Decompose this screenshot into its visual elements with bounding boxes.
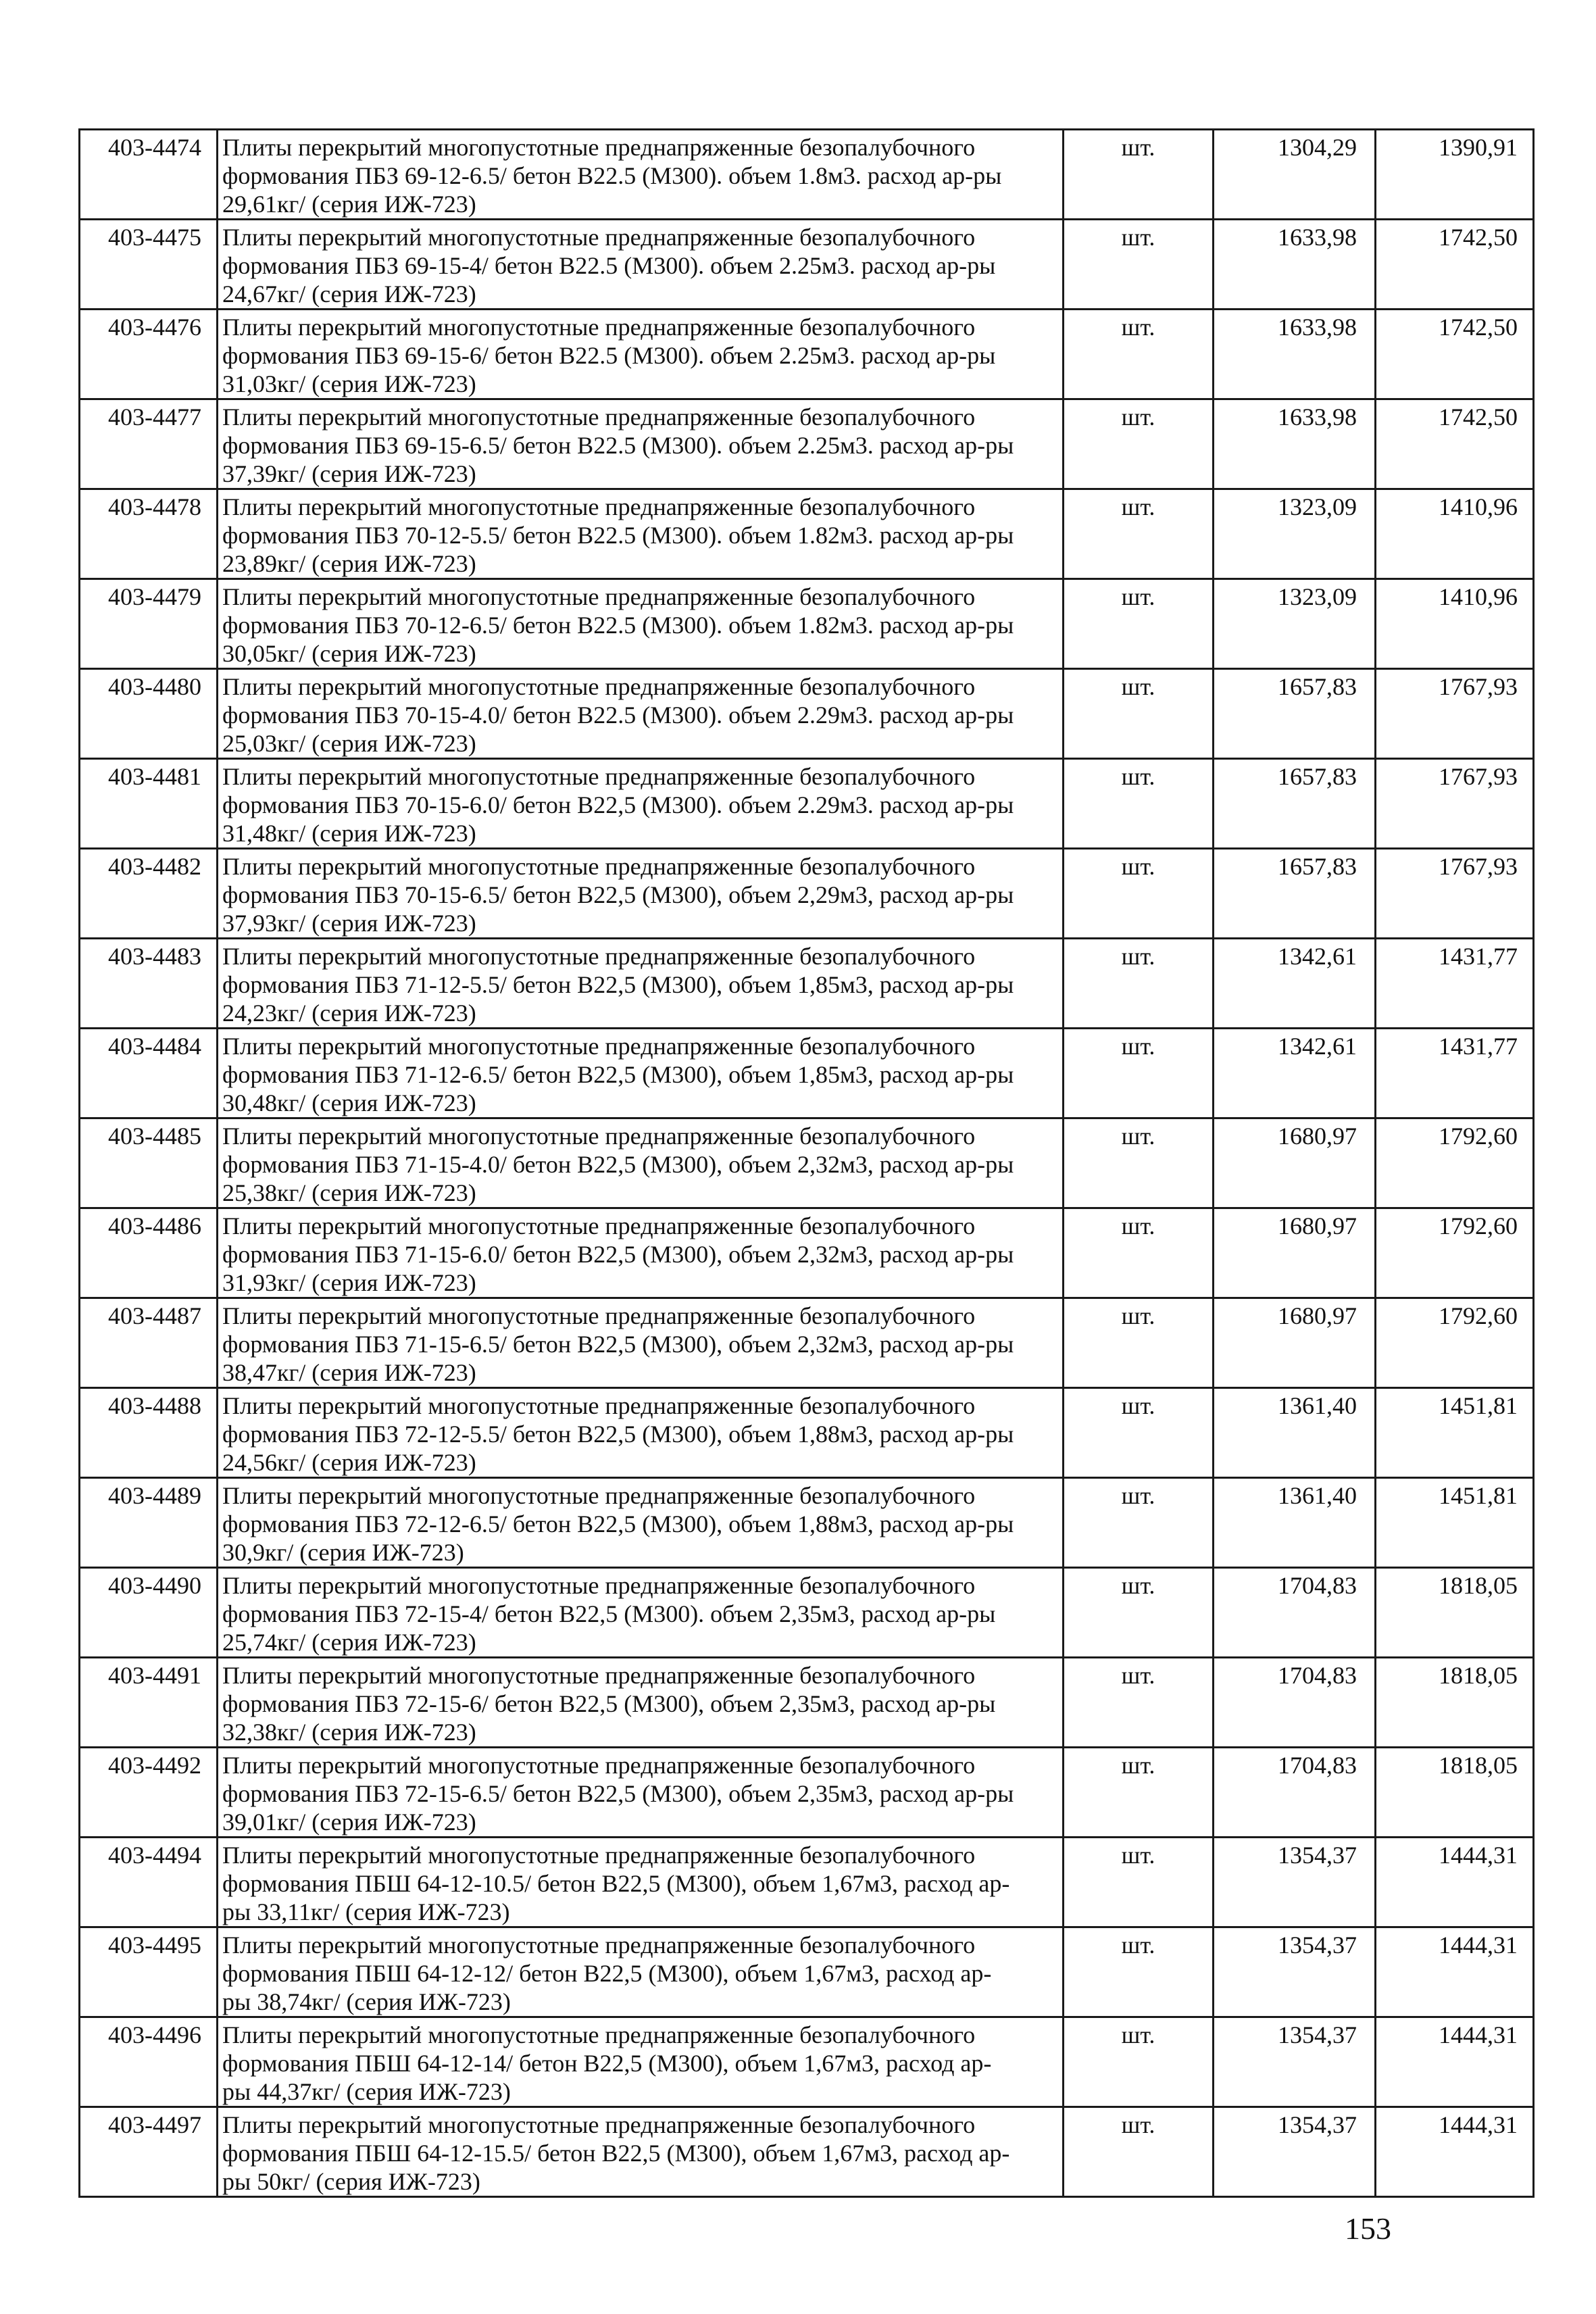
item-unit: шт.	[1064, 310, 1214, 399]
description-line: формования ПБЗ 69-15-6/ бетон В22.5 (М300). объем 2.25м3. расход ар-ры	[222, 342, 996, 369]
description-line: Плиты перекрытий многопустотные преднапряженные безопалубочного	[222, 583, 976, 610]
table-row	[80, 1658, 1534, 1748]
item-unit: шт.	[1064, 2107, 1214, 2197]
item-description	[218, 759, 1064, 849]
description-line: Плиты перекрытий многопустотные преднапряженные безопалубочного	[222, 2021, 976, 2048]
item-price-1: 1633,98	[1214, 310, 1376, 399]
table-row	[80, 849, 1534, 939]
item-price-2: 1444,31	[1376, 2107, 1534, 2197]
item-unit: шт.	[1064, 1118, 1214, 1208]
item-price-1: 1657,83	[1214, 669, 1376, 759]
table-row	[80, 1029, 1534, 1118]
description-line: Плиты перекрытий многопустотные преднапряженные безопалубочного	[222, 224, 976, 251]
table-row	[80, 1748, 1534, 1838]
item-price-1: 1354,37	[1214, 2017, 1376, 2107]
description-line: 29,61кг/ (серия ИЖ-723)	[222, 191, 476, 218]
item-price-1: 1354,37	[1214, 2107, 1376, 2197]
item-price-1: 1680,97	[1214, 1298, 1376, 1388]
item-price-1: 1633,98	[1214, 399, 1376, 489]
description-line: 37,39кг/ (серия ИЖ-723)	[222, 460, 476, 487]
description-line: формования ПБЗ 71-15-6.5/ бетон В22,5 (М300), объем 2,32м3, расход ар-ры	[222, 1331, 1014, 1358]
description-line: 25,03кг/ (серия ИЖ-723)	[222, 730, 476, 757]
item-price-1: 1657,83	[1214, 849, 1376, 939]
description-line: ры 44,37кг/ (серия ИЖ-723)	[222, 2078, 511, 2105]
description-line: Плиты перекрытий многопустотные преднапряженные безопалубочного	[222, 1212, 976, 1239]
description-line: формования ПБЗ 72-15-6/ бетон В22,5 (М300), объем 2,35м3, расход ар-ры	[222, 1690, 996, 1717]
description-line: формования ПБЗ 72-12-5.5/ бетон В22,5 (М300), объем 1,88м3, расход ар-ры	[222, 1421, 1014, 1448]
item-code: 403-4494	[80, 1838, 218, 1927]
description-line: Плиты перекрытий многопустотные преднапряженные безопалубочного	[222, 2111, 976, 2138]
description-line: 25,74кг/ (серия ИЖ-723)	[222, 1629, 476, 1656]
table-row	[80, 2017, 1534, 2107]
item-price-1: 1342,61	[1214, 939, 1376, 1029]
description-line: 39,01кг/ (серия ИЖ-723)	[222, 1808, 476, 1836]
description-line: 23,89кг/ (серия ИЖ-723)	[222, 550, 476, 577]
description-line: Плиты перекрытий многопустотные преднапряженные безопалубочного	[222, 403, 976, 430]
item-description	[218, 1748, 1064, 1838]
item-price-2: 1767,93	[1376, 669, 1534, 759]
description-line: Плиты перекрытий многопустотные преднапряженные безопалубочного	[222, 1033, 976, 1060]
description-line: Плиты перекрытий многопустотные преднапряженные безопалубочного	[222, 134, 976, 161]
item-price-2: 1767,93	[1376, 849, 1534, 939]
item-description	[218, 1838, 1064, 1927]
description-line: формования ПБЗ 70-15-6.0/ бетон В22,5 (М300). объем 2.29м3. расход ар-ры	[222, 791, 1014, 818]
description-line: Плиты перекрытий многопустотные преднапряженные безопалубочного	[222, 493, 976, 520]
table-body	[80, 130, 1534, 2197]
item-code: 403-4481	[80, 759, 218, 849]
item-price-2: 1818,05	[1376, 1568, 1534, 1658]
item-price-1: 1704,83	[1214, 1658, 1376, 1748]
table-row	[80, 1118, 1534, 1208]
item-code: 403-4476	[80, 310, 218, 399]
description-line: 31,93кг/ (серия ИЖ-723)	[222, 1269, 476, 1296]
description-line: 30,9кг/ (серия ИЖ-723)	[222, 1539, 464, 1566]
item-code: 403-4484	[80, 1029, 218, 1118]
table-row	[80, 669, 1534, 759]
description-line: формования ПБШ 64-12-14/ бетон В22,5 (М300), объем 1,67м3, расход ар-	[222, 2050, 992, 2077]
description-line: ры 33,11кг/ (серия ИЖ-723)	[222, 1898, 510, 1925]
description-line: Плиты перекрытий многопустотные преднапряженные безопалубочного	[222, 1392, 976, 1419]
item-unit: шт.	[1064, 489, 1214, 579]
table-row	[80, 1838, 1534, 1927]
description-line: Плиты перекрытий многопустотные преднапряженные безопалубочного	[222, 943, 976, 970]
item-code: 403-4478	[80, 489, 218, 579]
table-row	[80, 1388, 1534, 1478]
item-unit: шт.	[1064, 1838, 1214, 1927]
description-line: формования ПБЗ 72-15-6.5/ бетон В22,5 (М300), объем 2,35м3, расход ар-ры	[222, 1780, 1014, 1807]
item-description	[218, 849, 1064, 939]
item-unit: шт.	[1064, 399, 1214, 489]
item-description	[218, 2017, 1064, 2107]
item-unit: шт.	[1064, 939, 1214, 1029]
description-line: Плиты перекрытий многопустотные преднапряженные безопалубочного	[222, 1572, 976, 1599]
item-description	[218, 399, 1064, 489]
description-line: формования ПБШ 64-12-12/ бетон В22,5 (М300), объем 1,67м3, расход ар-	[222, 1960, 992, 1987]
item-unit: шт.	[1064, 1568, 1214, 1658]
item-description	[218, 1927, 1064, 2017]
item-code: 403-4492	[80, 1748, 218, 1838]
item-price-2: 1451,81	[1376, 1478, 1534, 1568]
item-code: 403-4479	[80, 579, 218, 669]
item-description	[218, 939, 1064, 1029]
item-unit: шт.	[1064, 1298, 1214, 1388]
item-price-1: 1323,09	[1214, 579, 1376, 669]
item-description	[218, 1118, 1064, 1208]
description-line: формования ПБЗ 71-12-5.5/ бетон В22,5 (М300), объем 1,85м3, расход ар-ры	[222, 971, 1014, 998]
item-price-1: 1361,40	[1214, 1478, 1376, 1568]
description-line: формования ПБЗ 72-12-6.5/ бетон В22,5 (М300), объем 1,88м3, расход ар-ры	[222, 1510, 1014, 1537]
table-row	[80, 759, 1534, 849]
item-unit: шт.	[1064, 849, 1214, 939]
item-description	[218, 1388, 1064, 1478]
description-line: Плиты перекрытий многопустотные преднапряженные безопалубочного	[222, 1302, 976, 1329]
table-row	[80, 399, 1534, 489]
item-unit: шт.	[1064, 1478, 1214, 1568]
item-price-2: 1792,60	[1376, 1118, 1534, 1208]
item-price-2: 1444,31	[1376, 1927, 1534, 2017]
description-line: Плиты перекрытий многопустотные преднапряженные безопалубочного	[222, 1752, 976, 1779]
item-price-2: 1742,50	[1376, 310, 1534, 399]
item-price-2: 1767,93	[1376, 759, 1534, 849]
table-row	[80, 579, 1534, 669]
description-line: ры 50кг/ (серия ИЖ-723)	[222, 2168, 480, 2195]
item-price-1: 1680,97	[1214, 1118, 1376, 1208]
description-line: 38,47кг/ (серия ИЖ-723)	[222, 1359, 476, 1386]
item-description	[218, 489, 1064, 579]
item-code: 403-4485	[80, 1118, 218, 1208]
item-code: 403-4491	[80, 1658, 218, 1748]
item-code: 403-4488	[80, 1388, 218, 1478]
item-code: 403-4497	[80, 2107, 218, 2197]
description-line: Плиты перекрытий многопустотные преднапряженные безопалубочного	[222, 314, 976, 341]
table-row	[80, 220, 1534, 310]
item-code: 403-4482	[80, 849, 218, 939]
item-description	[218, 1568, 1064, 1658]
item-description	[218, 310, 1064, 399]
description-line: Плиты перекрытий многопустотные преднапряженные безопалубочного	[222, 763, 976, 790]
description-line: формования ПБЗ 71-12-6.5/ бетон В22,5 (М300), объем 1,85м3, расход ар-ры	[222, 1061, 1014, 1088]
description-line: Плиты перекрытий многопустотные преднапряженные безопалубочного	[222, 853, 976, 880]
item-price-1: 1354,37	[1214, 1838, 1376, 1927]
description-line: формования ПБЗ 72-15-4/ бетон В22,5 (М300). объем 2,35м3, расход ар-ры	[222, 1600, 996, 1627]
item-price-2: 1431,77	[1376, 939, 1534, 1029]
item-unit: шт.	[1064, 1658, 1214, 1748]
description-line: Плиты перекрытий многопустотные преднапряженные безопалубочного	[222, 1123, 976, 1150]
description-line: формования ПБШ 64-12-15.5/ бетон В22,5 (М300), объем 1,67м3, расход ар-	[222, 2140, 1010, 2167]
item-price-1: 1704,83	[1214, 1568, 1376, 1658]
description-line: 30,48кг/ (серия ИЖ-723)	[222, 1089, 476, 1116]
table-row	[80, 1478, 1534, 1568]
description-line: 24,67кг/ (серия ИЖ-723)	[222, 280, 476, 307]
item-price-1: 1323,09	[1214, 489, 1376, 579]
item-unit: шт.	[1064, 1388, 1214, 1478]
description-line: 24,23кг/ (серия ИЖ-723)	[222, 1000, 476, 1027]
item-unit: шт.	[1064, 1927, 1214, 2017]
item-code: 403-4496	[80, 2017, 218, 2107]
item-description	[218, 579, 1064, 669]
item-code: 403-4475	[80, 220, 218, 310]
item-description	[218, 1298, 1064, 1388]
item-description	[218, 1658, 1064, 1748]
description-line: формования ПБЗ 69-15-4/ бетон В22.5 (М300). объем 2.25м3. расход ар-ры	[222, 252, 996, 279]
item-price-2: 1792,60	[1376, 1298, 1534, 1388]
description-line: 31,48кг/ (серия ИЖ-723)	[222, 820, 476, 847]
item-code: 403-4486	[80, 1208, 218, 1298]
item-unit: шт.	[1064, 579, 1214, 669]
item-code: 403-4489	[80, 1478, 218, 1568]
item-code: 403-4474	[80, 130, 218, 220]
price-table	[78, 128, 1535, 2198]
item-price-1: 1704,83	[1214, 1748, 1376, 1838]
table-row	[80, 310, 1534, 399]
description-line: формования ПБЗ 69-15-6.5/ бетон В22.5 (М300). объем 2.25м3. расход ар-ры	[222, 432, 1014, 459]
item-unit: шт.	[1064, 1748, 1214, 1838]
description-line: 32,38кг/ (серия ИЖ-723)	[222, 1719, 476, 1746]
description-line: Плиты перекрытий многопустотные преднапряженные безопалубочного	[222, 1482, 976, 1509]
item-unit: шт.	[1064, 220, 1214, 310]
table-row	[80, 489, 1534, 579]
description-line: формования ПБШ 64-12-10.5/ бетон В22,5 (М300), объем 1,67м3, расход ар-	[222, 1870, 1010, 1897]
description-line: формования ПБЗ 71-15-4.0/ бетон В22,5 (М300), объем 2,32м3, расход ар-ры	[222, 1151, 1014, 1178]
item-price-2: 1390,91	[1376, 130, 1534, 220]
item-price-1: 1304,29	[1214, 130, 1376, 220]
item-description	[218, 2107, 1064, 2197]
item-code: 403-4477	[80, 399, 218, 489]
description-line: формования ПБЗ 70-12-6.5/ бетон В22.5 (М300). объем 1.82м3. расход ар-ры	[222, 612, 1014, 639]
item-unit: шт.	[1064, 130, 1214, 220]
item-price-2: 1410,96	[1376, 489, 1534, 579]
item-unit: шт.	[1064, 759, 1214, 849]
item-unit: шт.	[1064, 2017, 1214, 2107]
item-price-1: 1342,61	[1214, 1029, 1376, 1118]
item-price-2: 1818,05	[1376, 1658, 1534, 1748]
description-line: формования ПБЗ 71-15-6.0/ бетон В22,5 (М300), объем 2,32м3, расход ар-ры	[222, 1241, 1014, 1268]
item-price-1: 1354,37	[1214, 1927, 1376, 2017]
item-description	[218, 130, 1064, 220]
item-description	[218, 1208, 1064, 1298]
description-line: 31,03кг/ (серия ИЖ-723)	[222, 370, 476, 397]
description-line: ры 38,74кг/ (серия ИЖ-723)	[222, 1988, 511, 2015]
description-line: Плиты перекрытий многопустотные преднапряженные безопалубочного	[222, 1842, 976, 1869]
item-description	[218, 220, 1064, 310]
description-line: 30,05кг/ (серия ИЖ-723)	[222, 640, 476, 667]
item-price-2: 1742,50	[1376, 220, 1534, 310]
table-row	[80, 1298, 1534, 1388]
item-price-1: 1361,40	[1214, 1388, 1376, 1478]
item-price-2: 1818,05	[1376, 1748, 1534, 1838]
table-row	[80, 1568, 1534, 1658]
item-price-1: 1633,98	[1214, 220, 1376, 310]
table-row	[80, 1927, 1534, 2017]
description-line: формования ПБЗ 70-12-5.5/ бетон В22.5 (М300). объем 1.82м3. расход ар-ры	[222, 522, 1014, 549]
description-line: формования ПБЗ 70-15-4.0/ бетон В22.5 (М300). объем 2.29м3. расход ар-ры	[222, 701, 1014, 729]
description-line: Плиты перекрытий многопустотные преднапряженные безопалубочного	[222, 1931, 976, 1959]
description-line: Плиты перекрытий многопустотные преднапряженные безопалубочного	[222, 1662, 976, 1689]
page-number: 153	[1345, 2211, 1391, 2246]
item-unit: шт.	[1064, 1029, 1214, 1118]
item-code: 403-4495	[80, 1927, 218, 2017]
table-row	[80, 939, 1534, 1029]
item-price-1: 1657,83	[1214, 759, 1376, 849]
description-line: Плиты перекрытий многопустотные преднапряженные безопалубочного	[222, 673, 976, 700]
item-unit: шт.	[1064, 669, 1214, 759]
item-price-2: 1410,96	[1376, 579, 1534, 669]
item-price-2: 1444,31	[1376, 1838, 1534, 1927]
description-line: 24,56кг/ (серия ИЖ-723)	[222, 1449, 476, 1476]
item-price-2: 1444,31	[1376, 2017, 1534, 2107]
item-price-2: 1742,50	[1376, 399, 1534, 489]
description-line: 25,38кг/ (серия ИЖ-723)	[222, 1179, 476, 1206]
item-description	[218, 669, 1064, 759]
item-code: 403-4487	[80, 1298, 218, 1388]
table-row	[80, 130, 1534, 220]
description-line: формования ПБЗ 70-15-6.5/ бетон В22,5 (М300), объем 2,29м3, расход ар-ры	[222, 881, 1014, 908]
item-code: 403-4483	[80, 939, 218, 1029]
item-price-1: 1680,97	[1214, 1208, 1376, 1298]
item-price-2: 1792,60	[1376, 1208, 1534, 1298]
item-price-2: 1451,81	[1376, 1388, 1534, 1478]
item-code: 403-4480	[80, 669, 218, 759]
table-row	[80, 2107, 1534, 2197]
description-line: 37,93кг/ (серия ИЖ-723)	[222, 910, 476, 937]
item-description	[218, 1478, 1064, 1568]
table-row	[80, 1208, 1534, 1298]
item-description	[218, 1029, 1064, 1118]
item-code: 403-4490	[80, 1568, 218, 1658]
item-unit: шт.	[1064, 1208, 1214, 1298]
description-line: формования ПБЗ 69-12-6.5/ бетон В22.5 (М300). объем 1.8м3. расход ар-ры	[222, 162, 1002, 189]
item-price-2: 1431,77	[1376, 1029, 1534, 1118]
